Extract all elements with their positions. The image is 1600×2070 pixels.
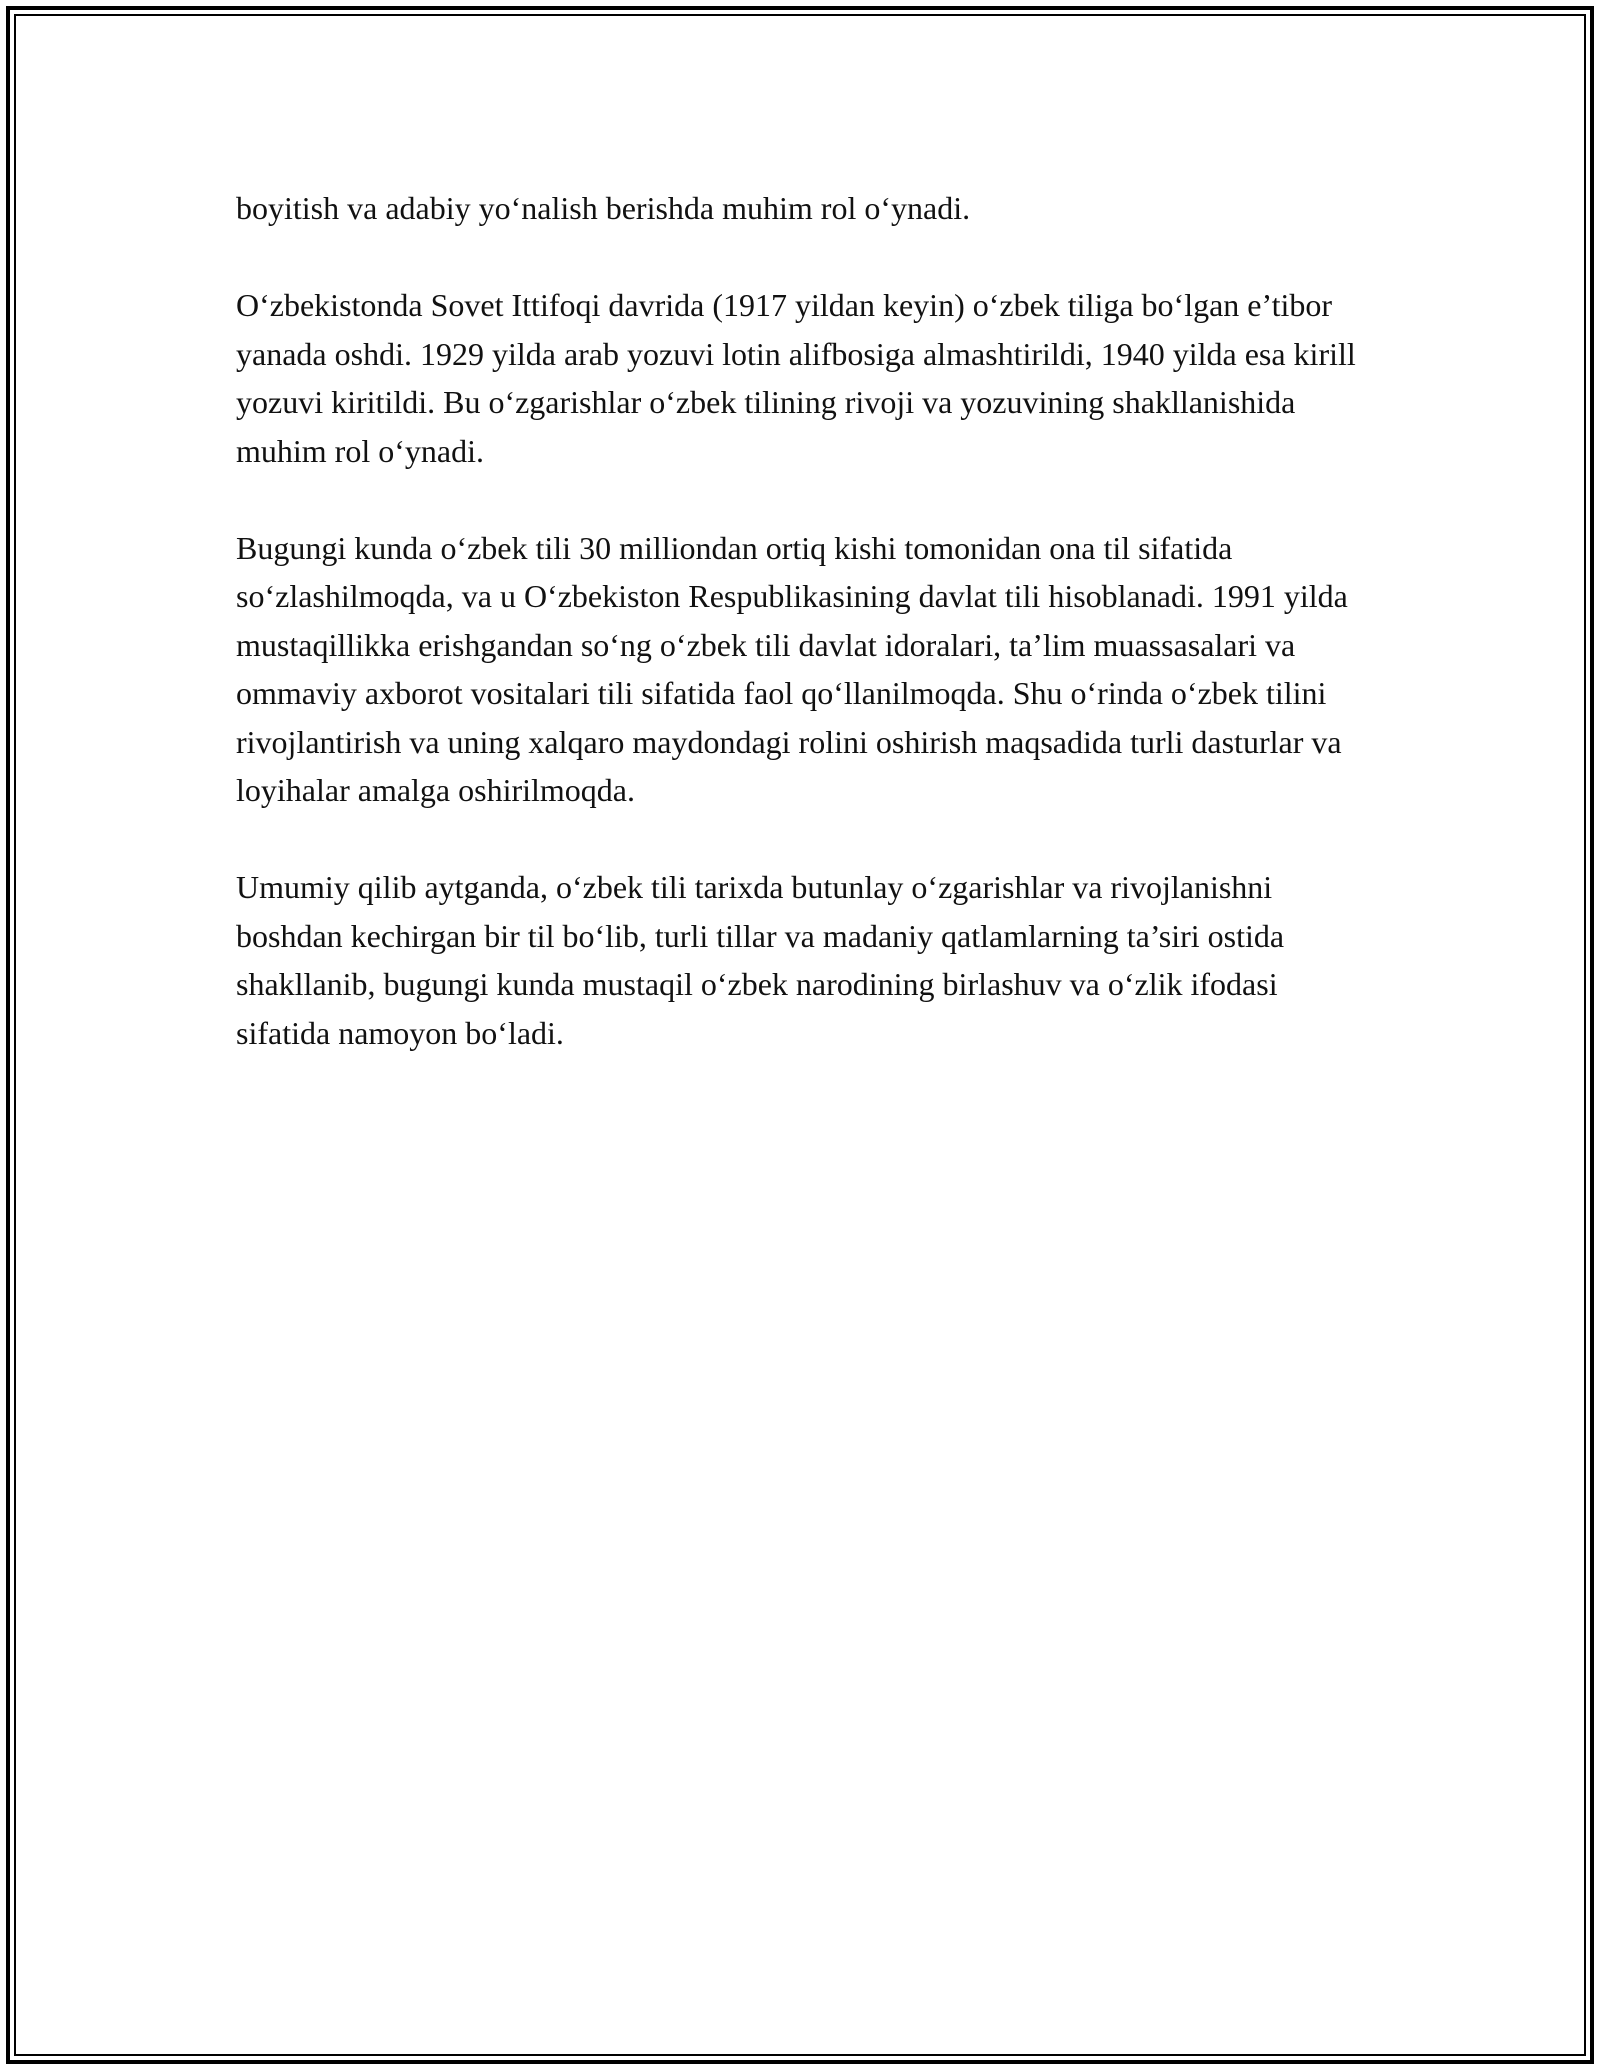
document-body	[236, 184, 1366, 1106]
paragraph-4: Umumiy qilib aytganda, o‘zbek tili tarixda butunlay o‘zgarishlar va rivojlanishni boshdan kechirgan bir til bo‘lib, turli tillar va madaniy qatlamlarning ta’siri ostida shakllanib, bugungi kunda mustaqil o‘zbek narodining birlashuv va o‘zlik ifodasi sifatida namoyon bo‘ladi.	[236, 869, 1285, 1051]
paragraph-3: Bugungi kunda o‘zbek tili 30 milliondan ortiq kishi tomonidan ona til sifatida so‘zlashilmoqda, va u O‘zbekiston Respublikasining davlat tili hisoblanadi. 1991 yilda mustaqillikka erishgandan so‘ng o‘zbek tili davlat idoralari, ta’lim muassasalari va ommaviy axborot vositalari tili sifatida faol qo‘llanilmoqda. Shu o‘rinda o‘zbek tilini rivojlantirish va uning xalqaro maydondagi rolini oshirish maqsadida turli dasturlar va loyihalar amalga oshirilmoqda.	[236, 529, 1348, 808]
paragraph-2: O‘zbekistonda Sovet Ittifoqi davrida (1917 yildan keyin) o‘zbek tiliga bo‘lgan e’tibor yanada oshdi. 1929 yilda arab yozuvi lotin alifbosiga almashtirildi, 1940 yilda esa kirill yozuvi kiritildi. Bu o‘zgarishlar o‘zbek tilining rivoji va yozuvining shakllanishida muhim rol o‘ynadi.	[236, 287, 1356, 469]
paragraph-1: boyitish va adabiy yo‘nalish berishda muhim rol o‘ynadi.	[236, 190, 971, 226]
